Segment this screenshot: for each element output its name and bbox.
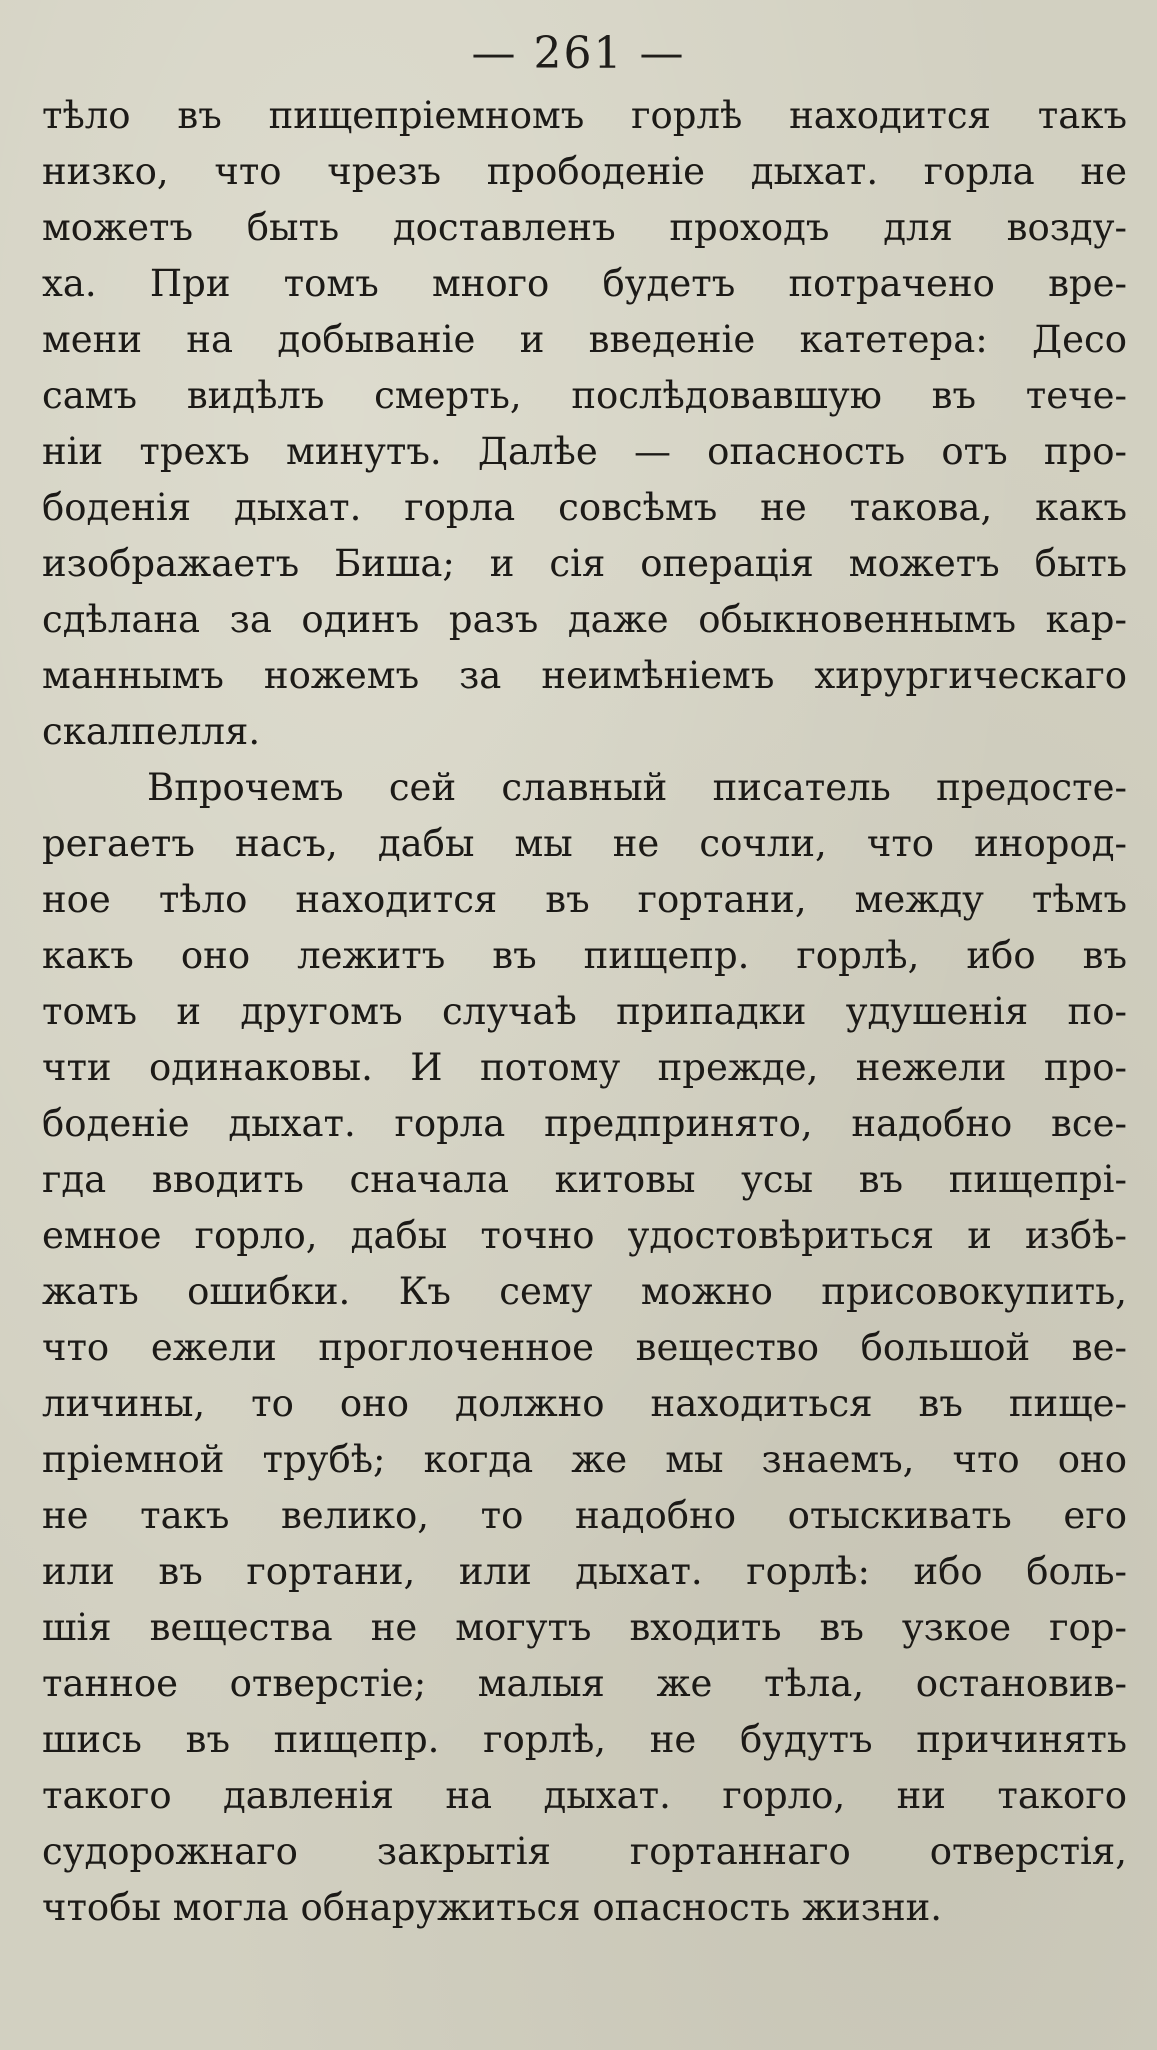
text-line: чтобы могла обнаружиться опасность жизни. (42, 1886, 943, 1929)
page-number: — 261 — (471, 28, 686, 79)
text-line: регаетъ насъ, дабы мы не сочли, что инород- (42, 822, 1127, 865)
text-line: боденія дыхат. горла совсѣмъ не такова, какъ (42, 486, 1127, 529)
text-line: пріемной трубѣ; когда же мы знаемъ, что оно (42, 1438, 1127, 1481)
text-line: ніи трехъ минутъ. Далѣе — опасность отъ про- (42, 430, 1127, 473)
text-line: мени на добываніе и введеніе катетера: Десо (42, 318, 1127, 361)
text-line: судорожнаго закрытія гортаннаго отверстія, (42, 1830, 1127, 1873)
text-line: изображаетъ Биша; и сія операція можетъ быть (42, 542, 1127, 585)
text-line: сдѣлана за одинъ разъ даже обыкновеннымъ кар- (42, 598, 1127, 641)
text-line: что ежели проглоченное вещество большой ве- (42, 1326, 1127, 1369)
text-line: гда вводить сначала китовы усы въ пищепрі- (42, 1158, 1127, 1201)
text-line: какъ оно лежитъ въ пищепр. горлѣ, ибо въ (42, 934, 1127, 977)
text-line: не такъ велико, то надобно отыскивать его (42, 1494, 1127, 1537)
text-line: танное отверстіе; малыя же тѣла, остановив- (42, 1662, 1127, 1705)
text-line: чти одинаковы. И потому прежде, нежели про- (42, 1046, 1127, 1089)
text-line: маннымъ ножемъ за неимѣніемъ хирургическаго (42, 654, 1127, 697)
text-line: тѣло въ пищепріемномъ горлѣ находится такъ (42, 94, 1127, 137)
text-line: жать ошибки. Къ сему можно присовокупить, (42, 1270, 1127, 1313)
text-line: такого давленія на дыхат. горло, ни такого (42, 1774, 1127, 1817)
text-line: низко, что чрезъ прободеніе дыхат. горла не (42, 150, 1127, 193)
text-line: Впрочемъ сей славный писатель предосте- (147, 766, 1127, 809)
paragraph-2 (42, 760, 1127, 1936)
text-line: можетъ быть доставленъ проходъ для возду- (42, 206, 1127, 249)
text-line: скалпелля. (42, 710, 261, 753)
text-line: шись въ пищепр. горлѣ, не будутъ причинять (42, 1718, 1127, 1761)
text-line: ха. При томъ много будетъ потрачено вре- (42, 262, 1127, 305)
text-line: шія вещества не могутъ входить въ узкое гор- (42, 1606, 1127, 1649)
paragraph-1 (42, 88, 1127, 760)
body-text (42, 88, 1127, 1936)
text-line: самъ видѣлъ смерть, послѣдовавшую въ тече- (42, 374, 1127, 417)
text-line: емное горло, дабы точно удостовѣриться и избѣ- (42, 1214, 1127, 1257)
text-line: боденіе дыхат. горла предпринято, надобно все- (42, 1102, 1127, 1145)
text-line: личины, то оно должно находиться въ пище- (42, 1382, 1127, 1425)
text-line: томъ и другомъ случаѣ припадки удушенія по- (42, 990, 1127, 1033)
text-line: ное тѣло находится въ гортани, между тѣмъ (42, 878, 1127, 921)
text-line: или въ гортани, или дыхат. горлѣ: ибо боль- (42, 1550, 1127, 1593)
